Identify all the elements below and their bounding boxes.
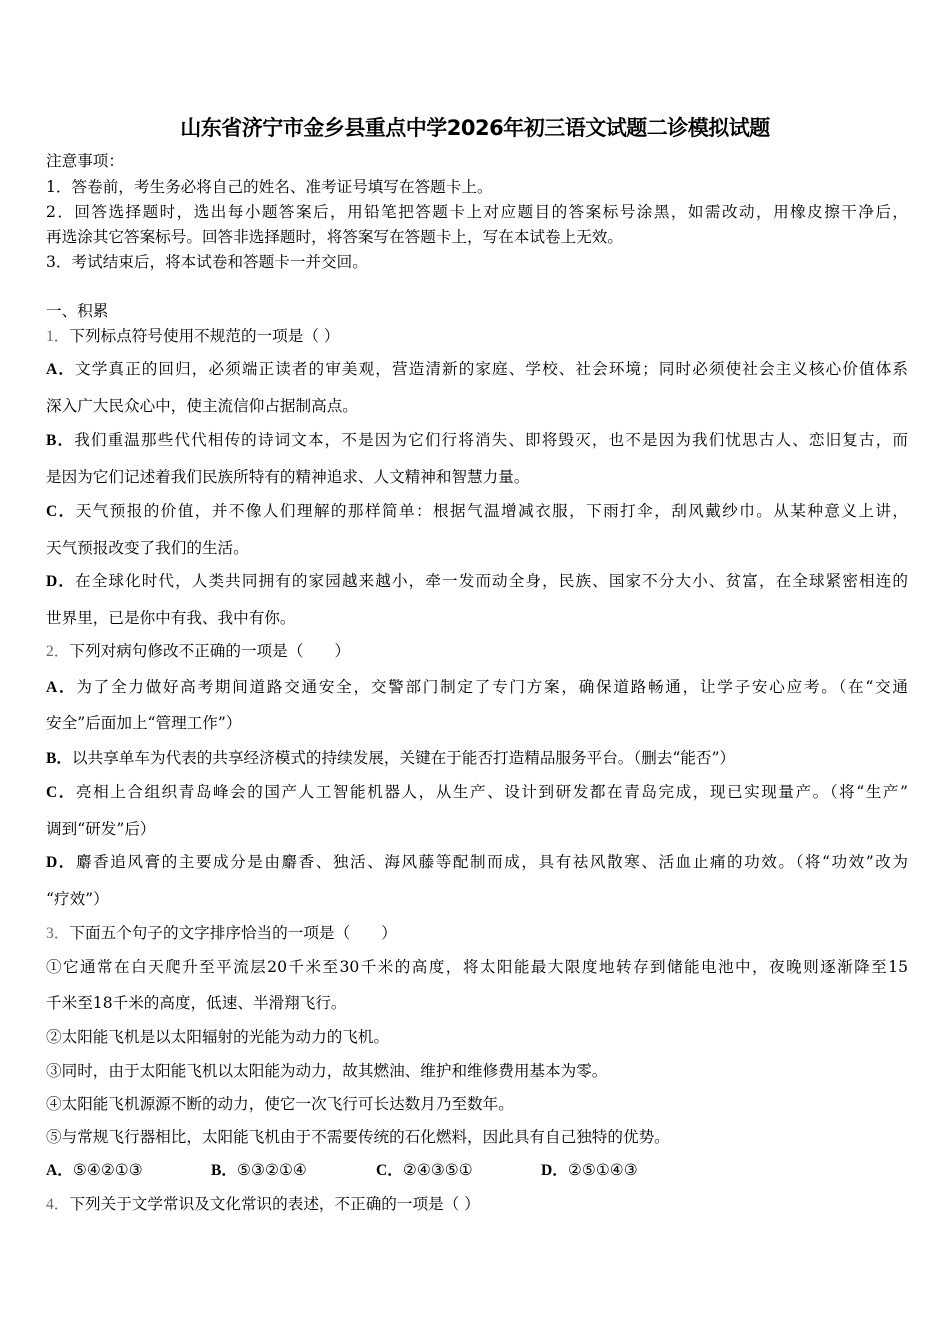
option-a-cont: 安全”后面加上“管理工作”） [46,714,242,732]
question-stem: 下列标点符号使用不规范的一项是（ ） [69,327,340,345]
option-d: D．在全球化时代，人类共同拥有的家园越来越小，牵一发而动全身，民族、国家不分大小、贫富，在全球紧密相连的 [46,572,908,590]
option-d-cont: “疗效”） [46,890,109,908]
question-stem: 下列关于文学常识及文化常识的表述，不正确的一项是（ ） [69,1195,480,1213]
choice-d: D．②⑤①④③ [541,1161,638,1179]
option-b: B．以共享单车为代表的共享经济模式的持续发展，关键在于能否打造精品服务平台。（删去“能否”） [46,749,736,767]
option-b-cont: 是因为它们记述着我们民族所特有的精神追求、人文精神和智慧力量。 [46,468,530,486]
choice-b: B．⑤③②①④ [211,1161,307,1179]
notice-line: 再选涂其它答案标号。回答非选择题时，将答案写在答题卡上，写在本试卷上无效。 [46,228,623,246]
sentence-3: ③同时，由于太阳能飞机以太阳能为动力，故其燃油、维护和维修费用基本为零。 [46,1062,608,1080]
question-number: 1． [46,328,70,345]
question-stem: 下面五个句子的文字排序恰当的一项是（ ） [69,924,397,942]
section-heading: 一、积累 [46,302,109,320]
notice-line: 1．答卷前，考生务必将自己的姓名、准考证号填写在答题卡上。 [46,178,493,196]
sentence-4: ④太阳能飞机源源不断的动力，使它一次飞行可长达数月乃至数年。 [46,1095,514,1113]
option-a: A．文学真正的回归，必须端正读者的审美观，营造清新的家庭、学校、社会环境；同时必须使社会主义核心价值体系 [46,360,908,378]
option-b: B．我们重温那些代代相传的诗词文本，不是因为它们行将消失、即将毁灭，也不是因为我们忧思古人、恋旧复古，而 [46,431,908,449]
choice-c: C．②④③⑤① [376,1161,473,1179]
option-d-cont: 世界里，已是你中有我、我中有你。 [46,609,296,627]
choice-a: A．⑤④②①③ [46,1161,143,1179]
question-number: 3． [46,925,70,942]
notice-line: 3．考试结束后，将本试卷和答题卡一并交回。 [46,253,368,271]
sentence-1: ①它通常在白天爬升至平流层20千米至30千米的高度，将太阳能最大限度地转存到储能电池中，夜晚则逐渐降至15 [46,958,908,976]
choices-row [46,1160,706,1181]
page-title: 山东省济宁市金乡县重点中学2026年初三语文试题二诊模拟试题 [180,116,770,140]
option-c-cont: 调到“研发”后） [46,820,156,838]
notice-line: 2．回答选择题时，选出每小题答案后，用铅笔把答题卡上对应题目的答案标号涂黑，如需改动，用橡皮擦干净后， [46,203,908,221]
option-c-cont: 天气预报改变了我们的生活。 [46,539,249,557]
question-number: 4． [46,1196,70,1213]
option-c: C．亮相上合组织青岛峰会的国产人工智能机器人，从生产、设计到研发都在青岛完成，现已实现量产。（将“生产” [46,783,908,801]
sentence-1-cont: 千米至18千米的高度，低速、半滑翔飞行。 [46,994,347,1012]
option-a-cont: 深入广大民众心中，使主流信仰占据制高点。 [46,397,358,415]
question-stem: 下列对病句修改不正确的一项是（ ） [69,642,351,660]
option-d: D．麝香追风膏的主要成分是由麝香、独活、海风藤等配制而成，具有祛风散寒、活血止痛的功效。（将“功效”改为 [46,853,908,871]
sentence-2: ②太阳能飞机是以太阳辐射的光能为动力的飞机。 [46,1028,390,1046]
option-a: A．为了全力做好高考期间道路交通安全，交警部门制定了专门方案，确保道路畅通，让学子安心应考。（在“交通 [46,678,908,696]
option-c: C．天气预报的价值，并不像人们理解的那样简单：根据气温增减衣服，下雨打伞，刮风戴纱巾。从某种意义上讲， [46,502,908,520]
question-number: 2． [46,643,70,660]
notice-heading: 注意事项： [46,152,124,170]
sentence-5: ⑤与常规飞行器相比，太阳能飞机由于不需要传统的石化燃料，因此具有自己独特的优势。 [46,1128,670,1146]
